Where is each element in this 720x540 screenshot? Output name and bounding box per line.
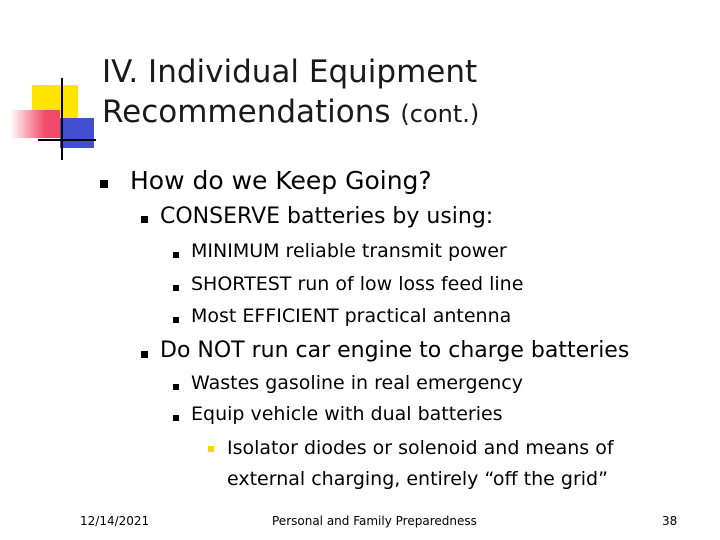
bullet-icon	[173, 285, 179, 291]
bullet-icon	[173, 415, 179, 421]
group2-item: Wastes gasoline in real emergency	[191, 372, 523, 394]
bullet-icon	[100, 180, 108, 188]
group1-item: SHORTEST run of low loss feed line	[191, 273, 524, 295]
bullet-icon	[173, 252, 179, 258]
bullet-icon	[173, 317, 179, 323]
footer-page-number: 38	[662, 514, 678, 528]
title-line-1: IV. Individual Equipment	[102, 54, 478, 90]
title-line-2-main: Recommendations	[102, 94, 391, 130]
group2-subitem	[227, 433, 614, 495]
bullet-icon	[173, 384, 179, 390]
group2-item: Equip vehicle with dual batteries	[191, 403, 503, 425]
logo-red-block	[10, 110, 60, 138]
footer-title: Personal and Family Preparedness	[272, 514, 477, 528]
title-line-2	[102, 92, 479, 134]
title-line-2-suffix: (cont.)	[400, 100, 480, 128]
logo-horizontal-line	[38, 139, 96, 141]
group1-heading: CONSERVE batteries by using:	[160, 204, 494, 229]
group2-heading: Do NOT run car engine to charge batteries	[160, 338, 630, 363]
group2-subitem-line-2: external charging, entirely “off the grid”	[227, 468, 608, 490]
slide-title	[102, 52, 479, 134]
group1-item: Most EFFICIENT practical antenna	[191, 305, 512, 327]
bullet-icon	[141, 216, 148, 223]
bullet-icon-yellow	[208, 446, 214, 452]
group2-subitem-line-1: Isolator diodes or solenoid and means of	[227, 437, 614, 459]
logo-vertical-line	[61, 78, 63, 160]
group1-item: MINIMUM reliable transmit power	[191, 240, 507, 262]
logo-blue-block	[60, 118, 94, 148]
footer-date: 12/14/2021	[80, 514, 150, 528]
level1-text: How do we Keep Going?	[130, 166, 432, 195]
bullet-icon	[141, 351, 148, 358]
